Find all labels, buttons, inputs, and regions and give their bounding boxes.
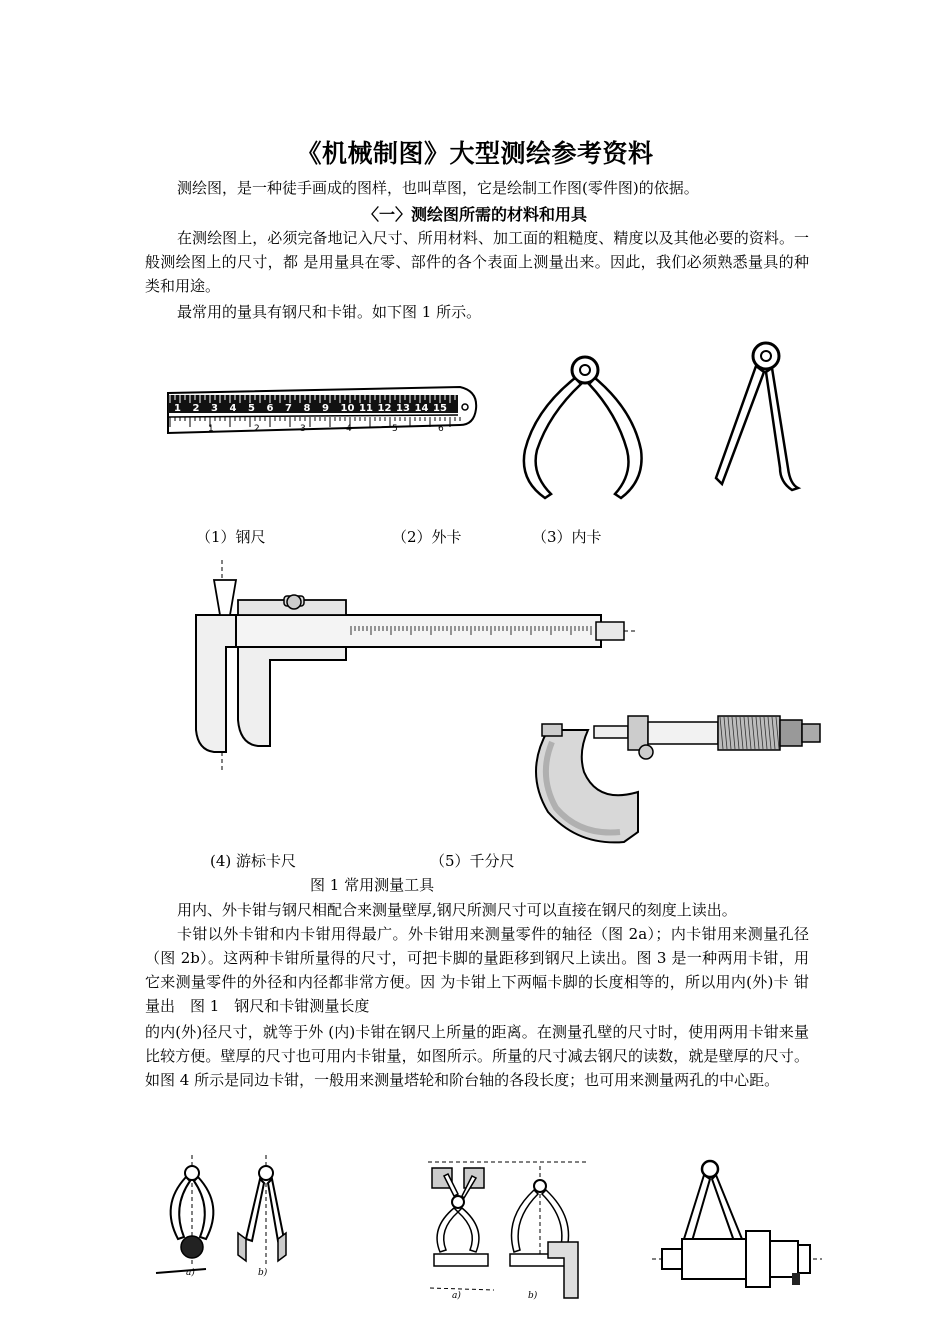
ruler-number: 1	[174, 403, 181, 414]
ruler-number: 11	[359, 403, 373, 414]
caption-steel-ruler: （1）钢尺	[196, 528, 266, 546]
fig2-label-b: b)	[258, 1268, 268, 1278]
ruler-number: 14	[414, 403, 429, 414]
paragraph-4: 卡钳以外卡钳和内卡钳用得最广。外卡钳用来测量零件的轴径（图 2a）；内卡钳用来测量孔径（图 2b）。这两种卡钳所量得的尺寸，可把卡脚的量距移到钢尺上读出。图 3 是一种两用卡钳，用它来测量零件的外径和内径都非常方便。因 为卡钳上下两幅卡脚的长度相等的，所以用内(外)卡 钳量出 图 1 钢尺和卡钳测量长度	[145, 925, 809, 1015]
caption-micrometer: （5）千分尺	[430, 852, 515, 870]
paragraph-5: 的内(外)径尺寸，就等于外 (内)卡钳在钢尺上所量的距离。在测量孔壁的尺寸时，使用两用卡钳来量比较方便。壁厚的尺寸也可用内卡钳量，如图所示。所量的尺寸减去钢尺的读数，就是壁厚的尺寸。如图 4 所示是同边卡钳，一般用来测量塔轮和阶台轴的各段长度；也可用来测量两孔的中心距。	[145, 1023, 809, 1089]
intro-paragraph: 测绘图，是一种徒手画成的图样，也叫草图，它是绘制工作图(零件图)的依据。	[177, 179, 699, 197]
inside-caliper-illustration	[708, 338, 808, 498]
ruler-number: 4	[229, 403, 237, 414]
ruler-inch-number: 2	[254, 424, 260, 434]
caption-outside-caliper: （2）外卡	[392, 528, 462, 546]
ruler-inch-number: 1	[208, 424, 214, 434]
fig2-label-a: a)	[186, 1268, 195, 1278]
ruler-number: 6	[266, 403, 274, 414]
outside-caliper-illustration	[515, 350, 655, 510]
page-title: 《机械制图》大型测绘参考资料	[296, 139, 654, 168]
caption-inside-caliper: （3）内卡	[532, 528, 602, 546]
figure-1-caption: 图 1 常用测量工具	[310, 876, 435, 894]
ruler-number: 13	[396, 403, 410, 414]
ruler-number: 8	[303, 403, 311, 414]
fig3-label-b: b)	[528, 1291, 538, 1301]
ruler-number: 7	[285, 403, 292, 414]
ruler-number: 10	[340, 403, 355, 414]
fig3-label-a: a)	[452, 1291, 461, 1301]
paragraph-2: 最常用的量具有钢尺和卡钳。如下图 1 所示。	[177, 303, 482, 321]
ruler-number: 15	[433, 403, 447, 414]
section-heading: 〈一〉测绘图所需的材料和用具	[362, 205, 587, 224]
figure-4-same-side-caliper	[652, 1155, 824, 1290]
paragraph-3: 用内、外卡钳与钢尺相配合来测量壁厚,钢尺所测尺寸可以直接在钢尺的刻度上读出。	[177, 901, 737, 919]
figure-3-dual-calipers	[428, 1158, 598, 1301]
ruler-inch-number: 5	[392, 424, 398, 434]
caption-vernier-caliper: (4) 游标卡尺	[210, 852, 297, 870]
ruler-number: 12	[377, 403, 392, 414]
ruler-number: 9	[322, 403, 329, 414]
ruler-number: 2	[192, 403, 200, 414]
figure-2-calipers-measuring	[150, 1155, 300, 1285]
ruler-number: 5	[248, 403, 255, 414]
steel-ruler-illustration	[160, 365, 480, 445]
ruler-inch-number: 4	[346, 424, 352, 434]
paragraph-1: 在测绘图上，必须完备地记入尺寸、所用材料、加工面的粗糙度、精度以及其他必要的资料。一般测绘图上的尺寸，都 是用量具在零、部件的各个表面上测量出来。因此，我们必须熟悉量具的种类和用途。	[145, 229, 809, 295]
ruler-number: 3	[211, 403, 218, 414]
ruler-inch-number: 3	[300, 424, 306, 434]
ruler-inch-number: 6	[438, 424, 444, 434]
micrometer-illustration	[528, 712, 828, 852]
